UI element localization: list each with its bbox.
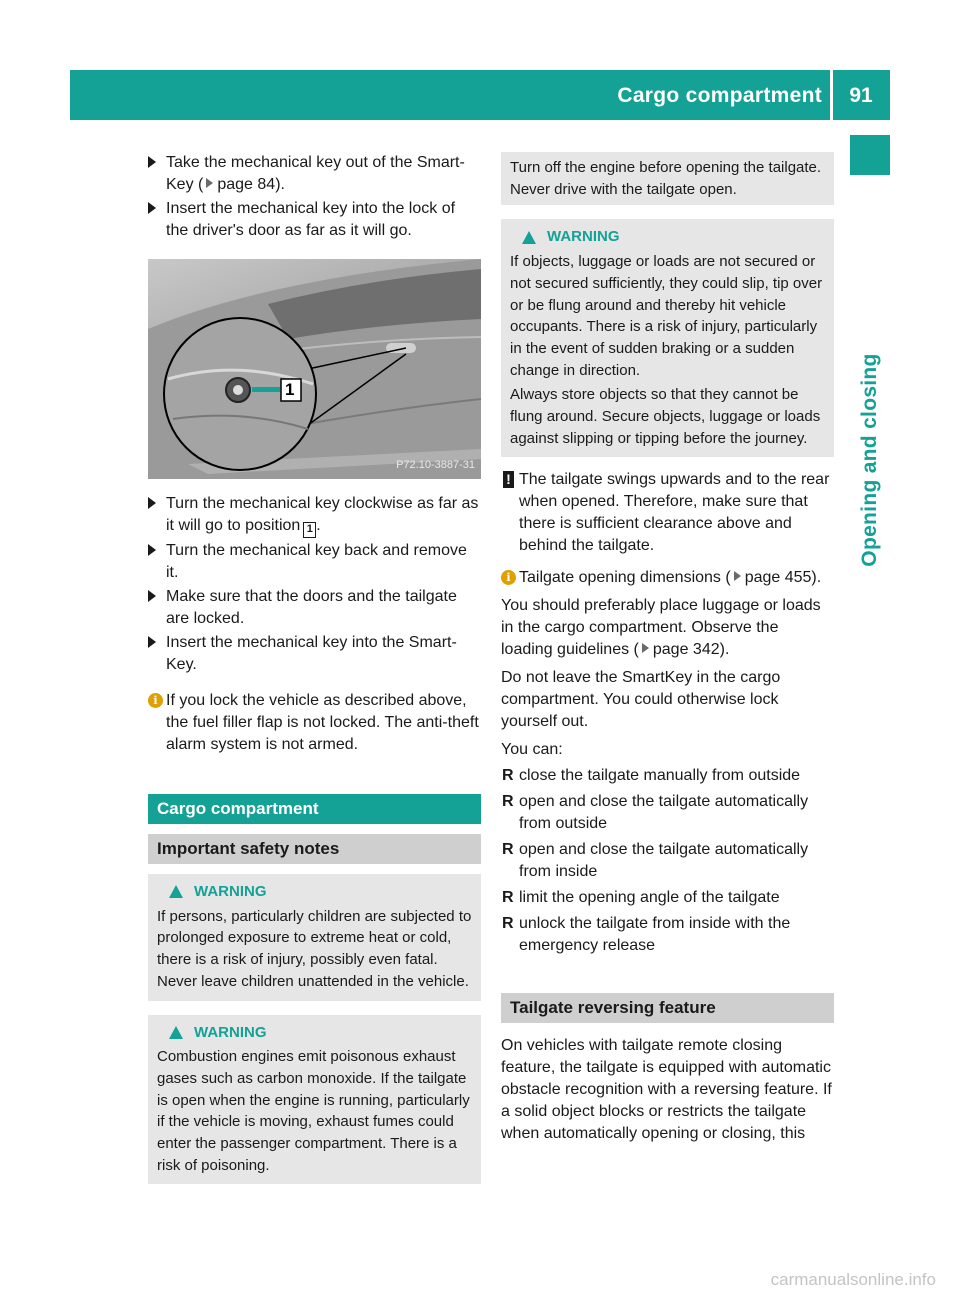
warning-text: If persons, particularly children are subjected to prolonged exposure to extreme heat or cold, there is a risk of injury, possibly even fatal. Never leave children unattended in the vehicle.: [157, 907, 472, 990]
warning-label: WARNING: [547, 228, 620, 246]
info-text-end: ).: [811, 569, 822, 587]
subsection-heading: Tailgate reversing feature: [501, 993, 834, 1023]
list-item: [501, 887, 834, 909]
notice-box: [501, 152, 834, 205]
chapter-side-label: Opening and closing: [858, 353, 881, 567]
body-paragraph: On vehicles with tailgate remote closing feature, the tailgate is equipped with automatic obstacle recognition with a reversing feature. If a solid object blocks or restricts the tailgate when automatically opening or closing, this: [501, 1037, 832, 1143]
page-ref[interactable]: page 455: [744, 569, 812, 587]
info-text: Tailgate opening dimensions (: [519, 569, 731, 587]
step-item: [148, 632, 481, 676]
warning-text: If objects, luggage or loads are not secured or not secured sufficiently, they could slip, tip over or be flung around and thereby hit vehicle occupants. There is a risk of injury, particularly in the event of sudden braking or a sudden change in direction.: [510, 253, 823, 379]
paragraph-text-end: ).: [719, 641, 730, 659]
warning-box: [501, 219, 834, 457]
list-item-text: open and close the tailgate automatically from inside: [519, 841, 809, 881]
info-note-text: If you lock the vehicle as described above, the fuel filler flap is not locked. The anti-theft alarm system is not armed.: [166, 692, 479, 753]
notice-text: Turn off the engine before opening the tailgate. Never drive with the tailgate open.: [510, 159, 822, 198]
info-icon: i: [501, 570, 516, 585]
info-note: [148, 690, 481, 756]
side-tab-marker: [850, 135, 890, 175]
step-text: Turn the mechanical key clockwise as far as it will go to position: [166, 495, 479, 534]
header-divider: [830, 70, 833, 120]
list-item: [501, 765, 834, 787]
step-item: [148, 586, 481, 630]
caution-note: [501, 469, 834, 557]
step-arrow-icon: [148, 202, 156, 214]
step-arrow-icon: [148, 156, 156, 168]
left-column: [148, 152, 481, 1184]
step-text: Take the mechanical key out of the Smart-Key (: [166, 154, 465, 193]
list-item: [501, 913, 834, 957]
step-arrow-icon: [148, 544, 156, 556]
page-ref-icon: [206, 178, 213, 188]
page-ref[interactable]: page 342: [652, 641, 720, 659]
info-note: [501, 567, 834, 589]
bullet-marker: R: [502, 889, 514, 907]
list-item-text: close the tailgate manually from outside: [519, 767, 801, 785]
step-arrow-icon: [148, 497, 156, 509]
caution-text: The tailgate swings upwards and to the rear when opened. Therefore, make sure that there is sufficient clearance above and behind the tailgate.: [519, 471, 830, 555]
warning-label: WARNING: [194, 1023, 267, 1041]
warning-triangle-icon: [169, 1026, 183, 1039]
page-title: Cargo compartment: [617, 84, 822, 107]
bullet-marker: R: [502, 767, 514, 785]
step-item: [148, 198, 481, 242]
body-paragraph: You can:: [501, 741, 563, 759]
figure-code: P72.10-3887-31: [396, 459, 475, 471]
warning-header: [510, 226, 825, 248]
step-item: [148, 152, 481, 196]
step-text: Make sure that the doors and the tailgate are locked.: [166, 588, 457, 627]
subsection-heading: Important safety notes: [148, 834, 481, 864]
list-item: [501, 839, 834, 883]
footer-watermark: carmanualsonline.info: [770, 1270, 936, 1289]
door-lock-figure-svg: [148, 259, 481, 479]
warning-header: [157, 881, 472, 903]
figure-callout-number: 1: [285, 380, 295, 399]
step-item: [148, 493, 481, 538]
page-ref-icon: [734, 571, 741, 581]
warning-text: Combustion engines emit poisonous exhaust gases such as carbon monoxide. If the tailgate is open when the engine is running, particularly if the vehicle is moving, exhaust fumes could enter the passenger compartment. There is a risk of poisoning.: [157, 1048, 470, 1174]
step-text: Insert the mechanical key into the lock of the driver's door as far as it will go.: [166, 200, 456, 239]
page-number: 91: [849, 84, 873, 107]
paragraph-text: You should preferably place luggage or loads in the cargo compartment. Observe the loading guidelines (: [501, 597, 821, 659]
bullet-marker: R: [502, 915, 514, 933]
step-arrow-icon: [148, 590, 156, 602]
warning-triangle-icon: [169, 885, 183, 898]
step-text-end: .: [316, 517, 321, 534]
warning-box: [148, 874, 481, 1001]
bullet-marker: R: [502, 793, 514, 811]
list-item-text: limit the opening angle of the tailgate: [519, 889, 780, 907]
exclamation-icon: !: [503, 471, 514, 488]
warning-text: Always store objects so that they cannot be flung around. Secure objects, luggage or loads against slipping or tipping before the journey.: [510, 386, 821, 447]
section-heading: Cargo compartment: [148, 794, 481, 824]
warning-header: [157, 1022, 472, 1044]
body-paragraph: Do not leave the SmartKey in the cargo compartment. You could otherwise lock yourself out.: [501, 669, 781, 731]
step-item: [148, 540, 481, 584]
warning-box: [148, 1015, 481, 1185]
step-text: Insert the mechanical key into the Smart-Key.: [166, 634, 457, 673]
list-item-text: open and close the tailgate automatically from outside: [519, 793, 809, 833]
page-ref[interactable]: page 84: [217, 176, 276, 193]
step-text: Turn the mechanical key back and remove it.: [166, 542, 467, 581]
bullet-marker: R: [502, 841, 514, 859]
car-door-lock-illustration: [148, 259, 481, 479]
right-column: [501, 152, 834, 1145]
warning-label: WARNING: [194, 883, 267, 900]
position-number-box: 1: [303, 522, 316, 538]
step-arrow-icon: [148, 636, 156, 648]
step-text-end: ).: [275, 176, 285, 193]
warning-triangle-icon: [522, 231, 536, 244]
list-item: [501, 791, 834, 835]
list-item-text: unlock the tailgate from inside with the emergency release: [519, 915, 791, 955]
info-icon: i: [148, 693, 163, 708]
body-paragraph: [501, 595, 834, 661]
page-ref-icon: [642, 643, 649, 653]
